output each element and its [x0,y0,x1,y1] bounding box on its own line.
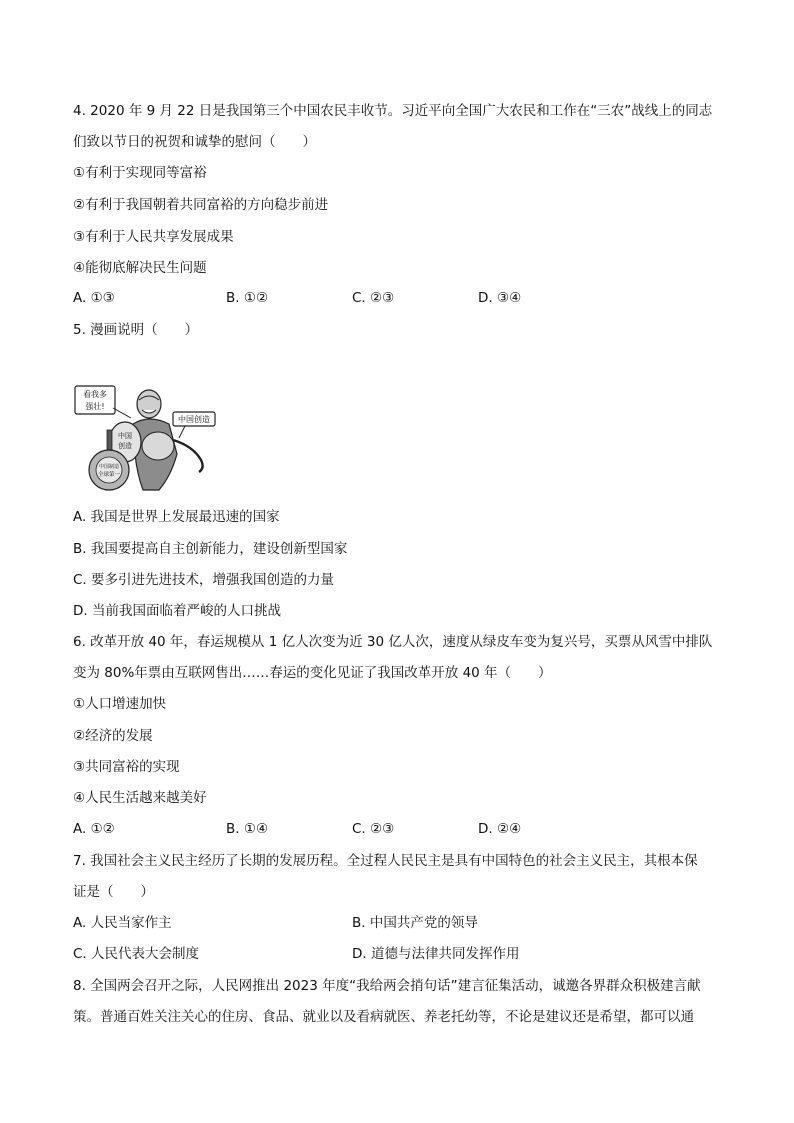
q6-item-3: ③共同富裕的实现 [73,759,180,775]
cartoon-arm-label-line1: 中国 [118,432,132,440]
q6-item-2: ②经济的发展 [73,728,153,744]
q6-item-4: ④人民生活越来越美好 [73,790,207,806]
q8-stem-line1: 8. 全国两会召开之际，人民网推出 2023 年度“我给两会捎句话”建言征集活动，诚邀各界群众积极建言献 [73,978,701,994]
cartoon-weight-label-line1: 中国制造 [98,464,120,470]
q5-option-c: C. 要多引进先进技术，增强我国创造的力量 [73,572,335,588]
q4-option-c: C. ②③ [352,290,395,306]
cartoon-bubble-right: 中国创造 [178,415,210,424]
cartoon-bubble-left-line2: 强壮! [85,402,105,411]
q4-item-2: ②有利于我国朝着共同富裕的方向稳步前进 [73,197,329,213]
cartoon-bubble-left-line1: 看我多 [83,390,107,399]
q6-option-a: A. ①② [73,821,115,837]
q6-stem-line1: 6. 改革开放 40 年，春运规模从 1 亿人次变为近 30 亿人次，速度从绿皮车变为复兴号，买票从风雪中排队 [73,634,713,650]
q7-option-c: C. 人民代表大会制度 [73,946,200,962]
q4-item-1: ①有利于实现同等富裕 [73,165,207,181]
cartoon-strongman-image [73,384,223,492]
q4-stem-line2: 们致以节日的祝贺和诚挚的慰问（ ） [73,134,316,150]
q5-option-d: D. 当前我国面临着严峻的人口挑战 [73,603,281,619]
q4-option-d: D. ③④ [478,290,522,306]
cartoon-weight-label-line2: 全球第一 [97,472,121,478]
q7-option-d: D. 道德与法律共同发挥作用 [352,946,520,962]
q7-stem-line2: 证是（ ） [73,884,154,900]
q4-item-4: ④能彻底解决民生问题 [73,260,207,276]
q4-item-3: ③有利于人民共享发展成果 [73,229,234,245]
q5-stem: 5. 漫画说明（ ） [73,322,199,338]
q7-option-b: B. 中国共产党的领导 [352,915,478,931]
q6-option-c: C. ②③ [352,821,395,837]
q7-option-a: A. 人民当家作主 [73,915,172,931]
q6-option-b: B. ①④ [226,821,269,837]
q8-stem-line2: 策。普通百姓关注关心的住房、食品、就业以及看病就医、养老托幼等，不论是建议还是希望，都可以通 [73,1009,694,1025]
q4-option-b: B. ①② [226,290,269,306]
q6-stem-line2: 变为 80%年票由互联网售出……春运的变化见证了我国改革开放 40 年（ ） [73,665,552,681]
q5-option-a: A. 我国是世界上发展最迅速的国家 [73,509,280,525]
cartoon-arm-label-line2: 创造 [118,442,132,450]
q6-option-d: D. ②④ [478,821,522,837]
q4-option-a: A. ①③ [73,290,115,306]
q4-stem-line1: 4. 2020 年 9 月 22 日是我国第三个中国农民丰收节。习近平向全国广大农民和工作在“三农”战线上的同志 [73,103,713,119]
q6-item-1: ①人口增速加快 [73,696,167,712]
q7-stem-line1: 7. 我国社会主义民主经历了长期的发展历程。全过程人民民主是具有中国特色的社会主义民主，其根本保 [73,853,698,869]
q5-option-b: B. 我国要提高自主创新能力，建设创新型国家 [73,541,348,557]
